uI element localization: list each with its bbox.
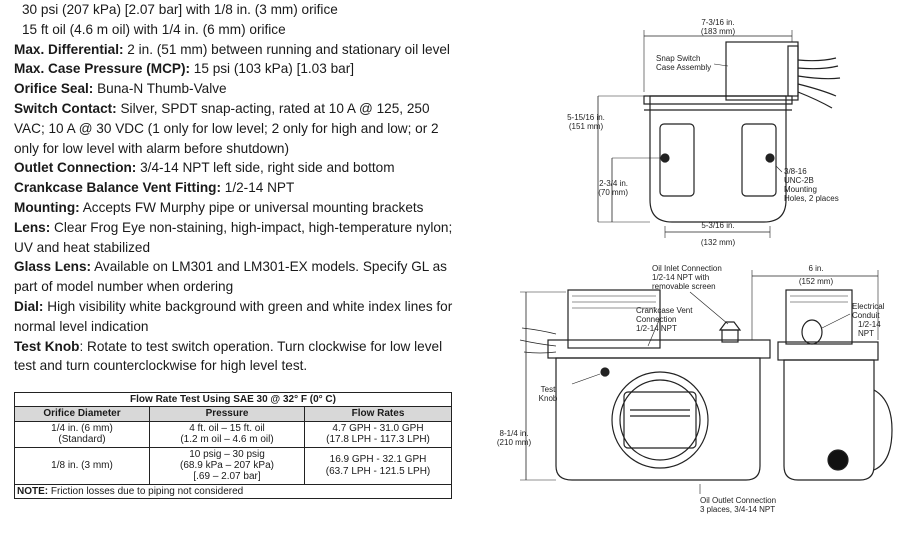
- spec-line: [14, 79, 462, 99]
- spec-line: [14, 198, 462, 218]
- crankcase-vent-label-3: 1/2-14 NPT: [636, 324, 677, 333]
- cell-line: (68.9 kPa – 207 kPa): [180, 460, 274, 472]
- spec-line: [14, 257, 462, 277]
- top-width-mm-label: (183 mm): [700, 27, 736, 36]
- crankcase-vent-label-2: Connection: [636, 315, 677, 324]
- snap-switch-label-2: Case Assembly: [656, 63, 712, 72]
- hole-spacing-mm-label: (132 mm): [700, 238, 736, 247]
- spec-line: [14, 317, 462, 337]
- spec-label: Glass Lens:: [14, 259, 92, 275]
- spec-text: Clear Frog Eye non-staining, high-impact, high-temperature nylon;: [50, 219, 453, 235]
- front-height-label: 8-1/4 in.: [499, 429, 529, 438]
- cell-flow: [305, 447, 452, 484]
- hole-height-label: 2-3/4 in.: [599, 179, 628, 188]
- spec-text: High visibility white background with green and white index lines for: [43, 298, 453, 314]
- spec-line: [14, 297, 462, 317]
- spec-label: Test Knob: [14, 338, 80, 354]
- cell-line: 4.7 GPH - 31.0 GPH: [332, 422, 424, 434]
- front-view-labels: [497, 264, 776, 514]
- cell-pressure: [150, 421, 305, 447]
- spec-text: 15 psi (103 kPa) [1.03 bar]: [190, 61, 355, 77]
- cell-orifice: [15, 421, 150, 447]
- spec-text: VAC; 10 A @ 30 VDC (1 only for low level; 2 only for high and low; or 2: [14, 120, 439, 136]
- table-note: NOTE: Friction losses due to piping not considered: [15, 484, 452, 498]
- spec-text: Buna-N Thumb-Valve: [93, 81, 227, 97]
- electrical-label-2: Conduit: [852, 311, 880, 320]
- holes-label-4: Holes, 2 places: [784, 194, 839, 203]
- crankcase-vent-label-1: Crankcase Vent: [636, 306, 693, 315]
- oil-inlet-label-2: 1/2-14 NPT with: [652, 273, 710, 282]
- top-view-drawing: [598, 30, 840, 238]
- electrical-label-1: Electrical: [852, 302, 885, 311]
- hole-height-mm-label: (70 mm): [598, 188, 628, 197]
- cell-line: (63.7 LPH - 121.5 LPH): [325, 465, 431, 477]
- col-header-flow: Flow Rates: [305, 407, 452, 421]
- spec-line: [14, 20, 462, 40]
- spec-line: [14, 40, 462, 60]
- col-header-pressure: Pressure: [150, 407, 305, 421]
- spec-line: [14, 99, 462, 119]
- cell-line: 1/8 in. (3 mm): [51, 460, 113, 472]
- oil-outlet-label-2: 3 places, 3/4-14 NPT: [700, 505, 776, 514]
- front-height-mm-label: (210 mm): [496, 438, 532, 447]
- snap-switch-label-1: Snap Switch: [656, 54, 701, 63]
- holes-label-1: 3/8-16: [784, 167, 807, 176]
- holes-label-2: UNC-2B: [784, 176, 814, 185]
- cell-orifice: [15, 447, 150, 484]
- hole-spacing-label: 5-3/16 in.: [701, 221, 735, 230]
- spec-line: [14, 0, 462, 20]
- spec-line: [14, 238, 462, 258]
- electrical-label-4: NPT: [858, 329, 874, 338]
- spec-label: Max. Case Pressure (MCP):: [14, 61, 191, 77]
- cell-line: 4 ft. oil – 15 ft. oil: [189, 422, 265, 434]
- oil-inlet-label-3: removable screen: [652, 282, 716, 291]
- front-view-drawing: [520, 290, 770, 494]
- spec-text: only for low level with alarm before shutdown): [14, 140, 290, 156]
- side-width-mm-label: (152 mm): [798, 277, 834, 286]
- spec-line: [14, 178, 462, 198]
- spec-line: [14, 337, 462, 357]
- cell-line: (17.8 LPH - 117.3 LPH): [326, 434, 430, 446]
- cell-line: (1.2 m oil – 4.6 m oil): [180, 434, 274, 446]
- spec-text: 1/2-14 NPT: [221, 180, 295, 196]
- spec-text: Accepts FW Murphy pipe or universal mounting brackets: [79, 199, 424, 215]
- side-width-label: 6 in.: [808, 264, 824, 273]
- side-height-label: 5-15/16 in.: [567, 113, 605, 122]
- table-row: [15, 421, 452, 447]
- test-knob-label-2: Knob: [538, 394, 558, 403]
- spec-text: 15 ft oil (4.6 m oil) with 1/4 in. (6 mm) orifice: [22, 21, 286, 37]
- spec-line: [14, 139, 462, 159]
- cell-line: 10 psig – 30 psig: [189, 448, 265, 460]
- spec-line: [14, 277, 462, 297]
- spec-label: Mounting:: [14, 199, 80, 215]
- spec-label: Crankcase Balance Vent Fitting:: [14, 180, 221, 196]
- oil-outlet-label-1: Oil Outlet Connection: [700, 496, 777, 505]
- spec-line: [14, 119, 462, 139]
- specifications-list: [14, 0, 462, 376]
- spec-text: 30 psi (207 kPa) [2.07 bar] with 1/8 in. (3 mm) orifice: [22, 2, 338, 17]
- spec-line: [14, 218, 462, 238]
- spec-text: UV and heat stabilized: [14, 239, 151, 255]
- spec-text: normal level indication: [14, 318, 149, 334]
- spec-label: Lens:: [14, 219, 51, 235]
- side-height-mm-label: (151 mm): [568, 122, 604, 131]
- oil-inlet-label-1: Oil Inlet Connection: [652, 264, 722, 273]
- spec-text: test and turn counterclockwise for high level test.: [14, 358, 308, 374]
- cell-line: 16.9 GPH - 32.1 GPH: [329, 454, 427, 466]
- spec-line: [14, 158, 462, 178]
- top-view-labels: [567, 18, 839, 247]
- cell-line: (Standard): [58, 434, 106, 446]
- holes-label-3: Mounting: [784, 185, 817, 194]
- col-header-orifice: Orifice Diameter: [15, 407, 150, 421]
- spec-text: 2 in. (51 mm) between running and stationary oil level: [123, 41, 450, 57]
- cell-line: 1/4 in. (6 mm): [51, 422, 113, 434]
- spec-line: [14, 356, 462, 376]
- side-view-labels: [799, 264, 885, 338]
- spec-text: 3/4-14 NPT left side, right side and bottom: [136, 160, 395, 176]
- spec-label: Max. Differential:: [14, 41, 124, 57]
- spec-text: Available on LM301 and LM301-EX models. Specify GL as: [91, 259, 447, 275]
- side-view-drawing: [752, 270, 892, 480]
- table-caption: Flow Rate Test Using SAE 30 @ 32° F (0° C): [15, 393, 452, 407]
- spec-label: Switch Contact:: [14, 100, 117, 116]
- spec-label: Outlet Connection:: [14, 160, 137, 176]
- flow-rate-table: [14, 392, 452, 499]
- table-row: [15, 447, 452, 484]
- cell-line: [.69 – 2.07 bar]: [193, 471, 261, 483]
- spec-label: Orifice Seal:: [14, 81, 94, 97]
- spec-label: Dial:: [14, 298, 44, 314]
- cell-pressure: [150, 447, 305, 484]
- spec-text: part of model number when ordering: [14, 279, 234, 295]
- electrical-label-3: 1/2-14: [858, 320, 881, 329]
- cell-flow: [305, 421, 452, 447]
- spec-line: [14, 59, 462, 79]
- test-knob-label-1: Test: [540, 385, 556, 394]
- top-width-label: 7-3/16 in.: [701, 18, 735, 27]
- spec-text: Silver, SPDT snap-acting, rated at 10 A @ 125, 250: [116, 100, 430, 116]
- spec-text: : Rotate to test switch operation. Turn clockwise for low level: [79, 338, 443, 354]
